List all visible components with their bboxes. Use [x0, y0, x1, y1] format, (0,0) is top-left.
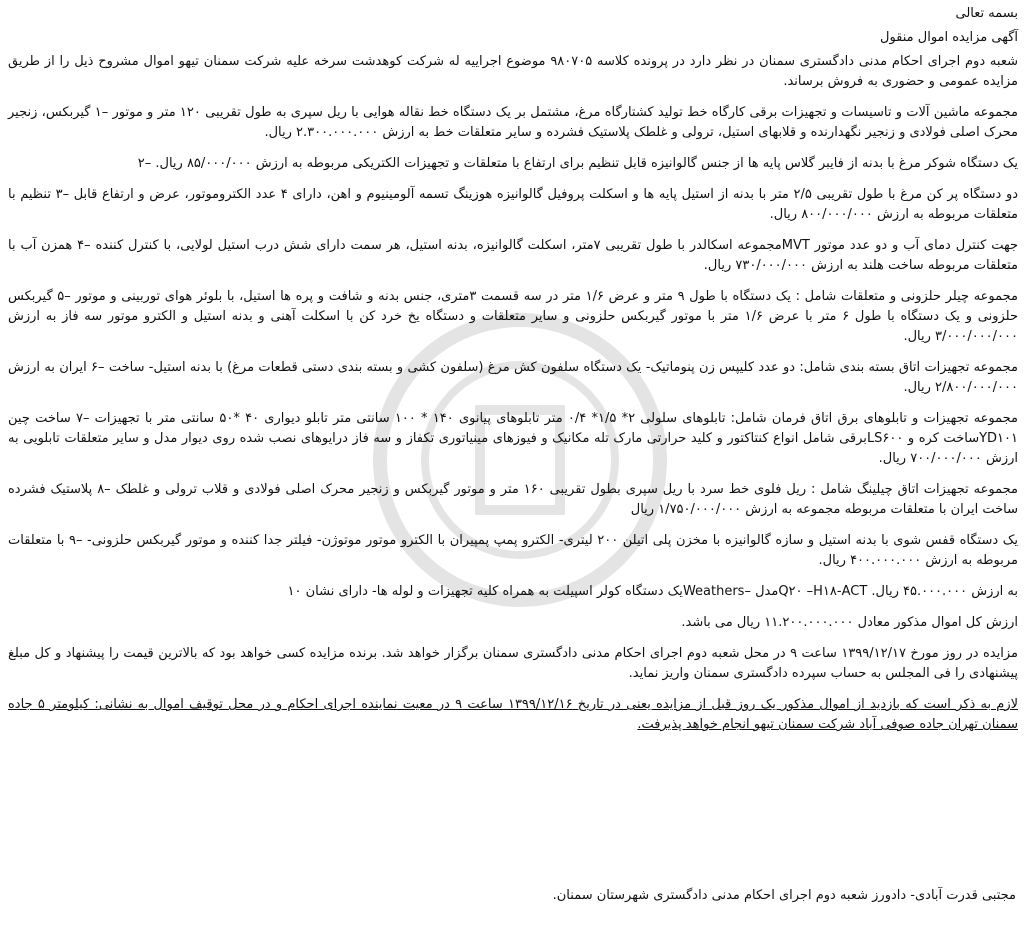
item-10: به ارزش ۴۵.۰۰۰.۰۰۰ ریال. Q۲۰ –H۱۸-ACTمدل –Weathersیک دستگاه کولر اسپیلت به همراه کلیه تجهیزات و لوله ها- دارای نشان ۱۰: [287, 584, 1018, 599]
item-3: دو دستگاه پر کن مرغ با طول تقریبی ۲/۵ متر با بدنه از استیل پایه ها و اسکلت پروفیل گالوانیزه هوزینگ تسمه آلومینیوم و اهن، دارای ۴ عدد الکتروموتور، عرض و ارتفاع قابل –۳ تنظیم با متعلقات مربوطه به ارزش ۸۰۰/۰۰۰/۰۰۰ ریال.: [8, 187, 1019, 222]
item-2: یک دستگاه شوکر مرغ با بدنه از فایبر گلاس پایه ها از جنس گالوانیزه قابل تنظیم برای ارتفاع با متعلقات و تجهیزات الکتریکی مربوطه به ارزش ۸۵/۰۰۰/۰۰۰ ریال. –۲: [137, 156, 1018, 171]
item-4: جهت کنترل دمای آب و دو عدد موتور MVTمجموعه اسکالدر با طول تقریبی ۷متر، اسکلت گالوانیزه، بدنه استیل، هر سمت دارای شش درب استیل لولایی، با کنترل کننده –۴ همزن آب با متعلقات مربوطه ساخت هلند به ارزش ۷۳۰/۰۰۰/۰۰۰ ریال.: [8, 238, 1019, 273]
item-6: مجموعه تجهیزات اتاق بسته بندی شامل: دو عدد کلیپس زن پنوماتیک- یک دستگاه سلفون کش مرغ (سلفون کشی و بسته بندی دستی قطعات مرغ) با بدنه استیل- ساخت –۶ ایران به ارزش ۲/۸۰۰/۰۰۰/۰۰۰ ریال.: [8, 360, 1018, 395]
item-8: مجموعه تجهیزات اتاق چیلینگ شامل : ریل فلوی خط سرد با ریل سپری بطول تقریبی ۱۶۰ متر و موتور گیربکس و زنجیر محرک اصلی فولادی و قلاب ترولی و غلطک –۸ پلاستیک فشرده ساخت ایران با متعلقات مربوطه مجموعه به ارزش ۱/۷۵۰/۰۰۰/۰۰۰ ریال: [8, 482, 1018, 517]
intro-paragraph: شعبه دوم اجرای احکام مدنی دادگستری سمنان در نظر دارد در پرونده کلاسه ۹۸۰۷۰۵ موضوع اجراییه له شرکت کوهدشت سرخه علیه شرکت سمنان تیهو اموال مشروح ذیل را از طریق مزایده عمومی و حضوری به فروش برساند.: [8, 54, 1018, 89]
item-1: مجموعه ماشین آلات و تاسیسات و تجهیزات برقی کارگاه خط تولید کشتارگاه مرغ، مشتمل بر یک دستگاه خط نقاله هوایی با ریل سپری به طول تقریبی ۱۲۰ متر و موتور ‌–۱ گیربکس، زنجیر محرک اصلی فولادی و زنجیر نگهدارنده و قلابهای استیل، ترولی و غلطک پلاستیک فشرده و سایر متعلقات خط به ارزش ۲.۳۰۰.۰۰۰.۰۰۰ ریال.: [8, 105, 1019, 140]
item-9: یک دستگاه قفس شوی با بدنه استیل و سازه گالوانیزه با مخزن پلی اتیلن ۲۰۰ لیتری- الکترو پمپ پمپیران با الکترو موتور موتوژن- فیلتر جدا کننده و موتور گیربکس حلزونی- –۹ با متعلقات مربوطه به ارزش ۴۰۰.۰۰۰.۰۰۰ ریال.: [8, 533, 1018, 568]
item-5: مجموعه چیلر حلزونی و متعلقات شامل : یک دستگاه با طول ۹ متر و عرض ۱/۶ متر در سه قسمت ۳متری، جنس بدنه و شافت و پره ها استیل، با بلوئر هوای توربینی و موتور –۵ گیربکس حلزونی و یک دستگاه با طول ۶ متر با عرض ۱/۶ متر با موتور گیربکس حلزونی و سایر متعلقات و دستگاه یخ خرد کن با اسکلت آهنی و بدنه استیل و الکترو موتور سه فاز به ارزش ۳/۰۰۰/۰۰۰/۰۰۰ ریال.: [8, 289, 1019, 344]
notice-title: آگهی مزایده اموال منقول: [880, 30, 1018, 45]
item-7: مجموعه تجهیزات و تابلوهای برق اتاق فرمان شامل: تابلوهای سلولی ۲* ۱/۵* ۰/۴ متر تابلوهای پیانوی ۱۴۰ * ۱۰۰ سانتی متر تابلو دیواری ۴۰ *۵۰ سانتی متر با تجهیزات –۷ ساخت چین YD۱۰۱ساخت کره و LS۶۰۰برقی شامل انواع کنتاکتور و کلید حرارتی مارک تله مکانیک و فیوزهای مینیاتوری تکفاز و سه فاز درایوهای نصب شده روی دیوار مدل و سایر متعلقات تابلویی به ارزش ۷۰۰/۰۰۰/۰۰۰ ریال.: [8, 411, 1019, 466]
auction-details: مزایده در روز مورخ ۱۳۹۹/۱۲/۱۷ ساعت ۹ در محل شعبه دوم اجرای احکام مدنی دادگستری سمنان برگزار خواهد شد. برنده مزایده کسی خواهد بود که بالاترین قیمت را پیشنهاد و کل مبلغ پیشنهادی را فی المجلس به حساب سپرده دادگستری سمنان واریز نماید.: [8, 646, 1018, 681]
total-value: ارزش کل اموال مذکور معادل ۱۱.۲۰۰.۰۰۰.۰۰۰ ریال می باشد.: [681, 615, 1018, 630]
visit-notice: لازم به ذکر است که بازدید از اموال مذکور یک روز قبل از مزایده یعنی در تاریخ ۱۳۹۹/۱۲/۱۶ ساعت ۹ در معیت نماینده اجرای احکام و در محل توقیف اموال به نشانی: کیلومتر ۵ جاده سمنان تهران جاده صوفی آباد شرکت سمنان تیهو انجام خواهد پذیرفت.: [8, 697, 1019, 732]
signature: مجتبی قدرت آبادی- دادورز شعبه دوم اجرای احکام مدنی دادگستری شهرستان سمنان.: [552, 888, 1016, 903]
basmala: بسمه تعالی: [955, 6, 1018, 21]
